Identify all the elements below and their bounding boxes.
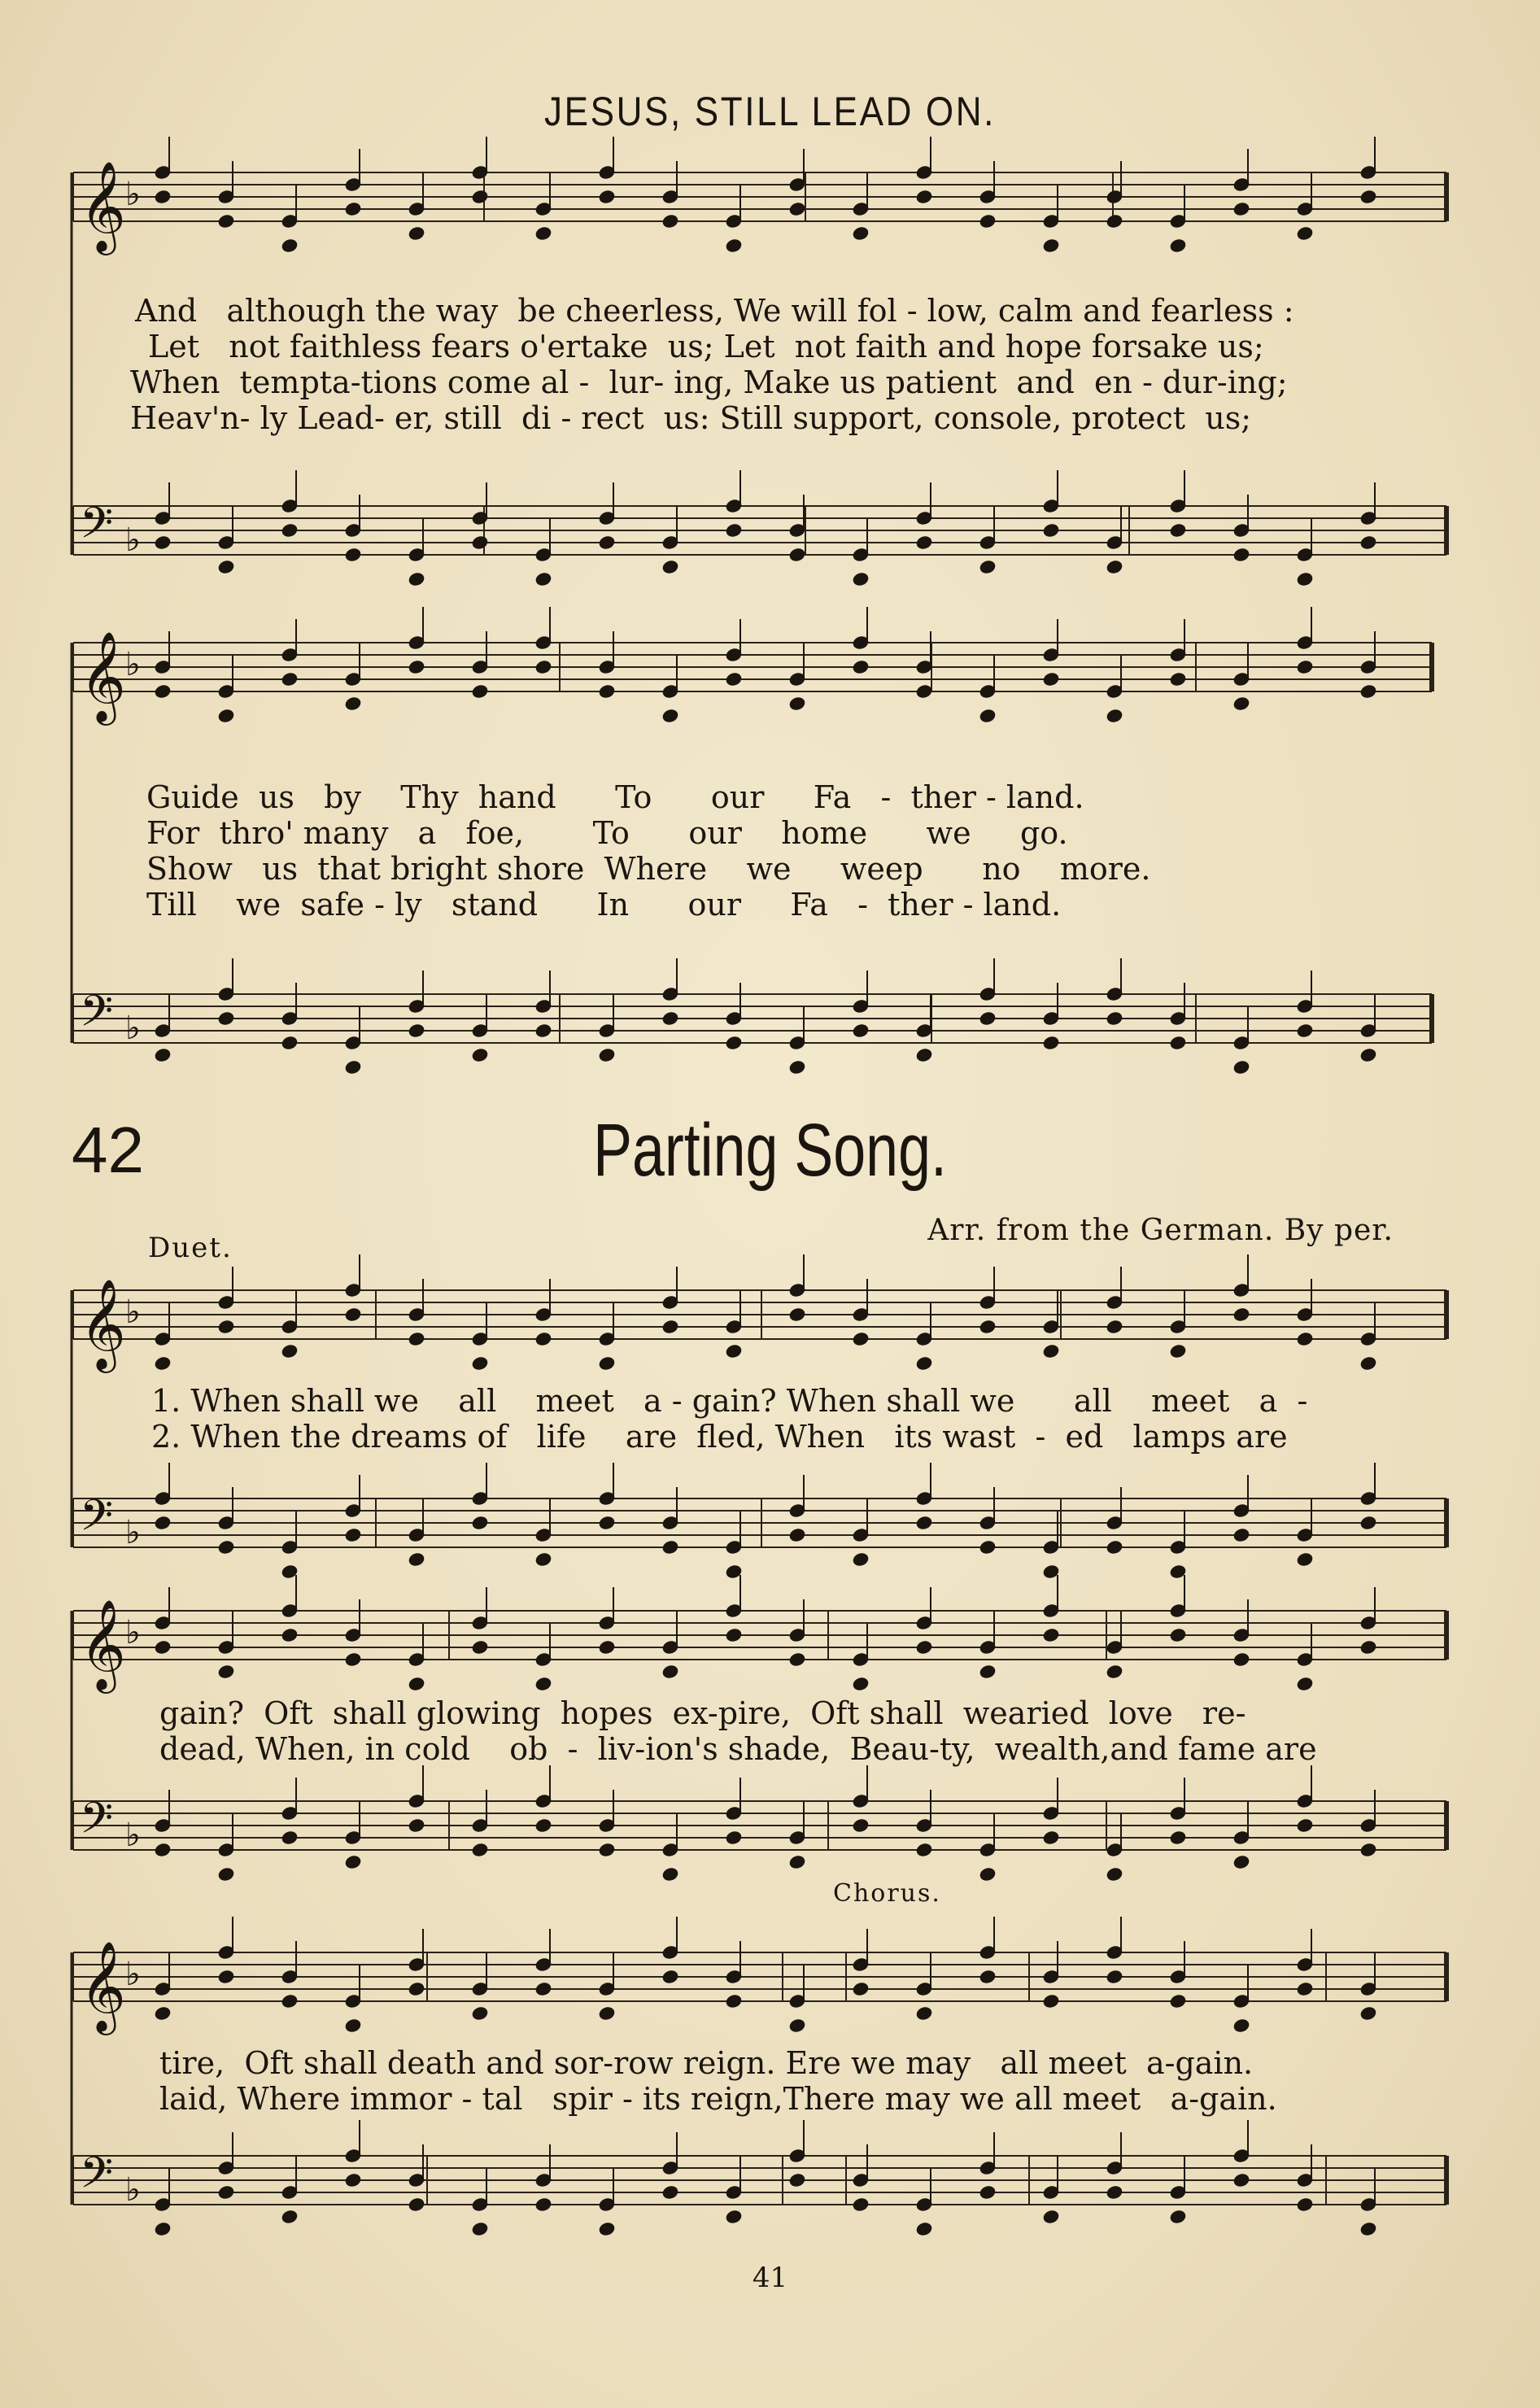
notehead <box>154 683 172 699</box>
notehead <box>979 213 997 229</box>
notehead <box>154 2221 172 2236</box>
notehead <box>725 1993 743 2009</box>
notehead <box>915 2005 933 2021</box>
notehead <box>598 534 616 550</box>
notehead <box>788 2172 806 2188</box>
notehead <box>915 1842 933 1857</box>
notehead <box>534 2196 552 2212</box>
notehead <box>661 1664 679 1679</box>
notehead <box>1359 683 1377 699</box>
notehead <box>344 1854 362 1869</box>
notehead <box>788 201 806 216</box>
notehead <box>1232 1307 1250 1322</box>
notehead <box>1232 2172 1250 2188</box>
notehead <box>979 1866 997 1882</box>
verse-1-line-2: Guide us by Thy hand To our Fa - ther - land. <box>146 779 1084 815</box>
notehead <box>471 1842 489 1857</box>
notehead <box>1359 2005 1377 2021</box>
bass-clef-icon: 𝄢 <box>80 499 114 559</box>
notehead <box>1169 1993 1187 2009</box>
notehead <box>471 1047 489 1062</box>
notehead <box>217 1539 235 1555</box>
notehead <box>661 1319 679 1334</box>
notehead <box>408 659 425 674</box>
notehead <box>915 1639 933 1655</box>
notehead <box>598 189 616 204</box>
notehead <box>598 1842 616 1857</box>
notehead <box>408 1551 425 1567</box>
notehead <box>598 1355 616 1371</box>
notehead <box>661 1969 679 1984</box>
verse-3-line-1: When tempta-tions come al - lur- ing, Make us patient and en - dur-ing; <box>130 364 1288 400</box>
notehead <box>408 2196 425 2212</box>
notehead <box>1106 1539 1123 1555</box>
notehead <box>1042 2209 1060 2224</box>
notehead <box>1359 534 1377 550</box>
notehead <box>217 1319 235 1334</box>
notehead <box>852 1981 870 1996</box>
notehead <box>1169 671 1187 687</box>
treble-clef-icon: 𝄞 <box>80 1278 126 1369</box>
notehead <box>1232 2018 1250 2033</box>
song-title: Parting Song. <box>593 1109 947 1192</box>
notehead <box>598 1047 616 1062</box>
notehead <box>979 1010 997 1026</box>
notehead <box>1169 2209 1187 2224</box>
notehead <box>534 1981 552 1996</box>
notehead <box>1042 522 1060 538</box>
notehead <box>852 2196 870 2212</box>
notehead <box>154 189 172 204</box>
notehead <box>852 1023 870 1038</box>
notehead <box>471 1515 489 1530</box>
notehead <box>344 1527 362 1542</box>
verse-3-line-2: Show us that bright shore Where we weep no more. <box>146 851 1151 887</box>
notehead <box>471 2005 489 2021</box>
notehead <box>725 1627 743 1642</box>
parting-line-2-verse-2: dead, When, in cold ob - liv-ion's shade, Beau-ty, wealth,and fame are <box>159 1731 1317 1767</box>
notehead <box>154 1047 172 1062</box>
notehead <box>979 1539 997 1555</box>
notehead <box>1232 1059 1250 1075</box>
notehead <box>344 696 362 711</box>
notehead <box>1359 1842 1377 1857</box>
notehead <box>281 671 299 687</box>
notehead <box>534 1551 552 1567</box>
notehead <box>281 1993 299 2009</box>
notehead <box>915 683 933 699</box>
notehead <box>1232 201 1250 216</box>
notehead <box>661 1539 679 1555</box>
notehead <box>725 1035 743 1050</box>
notehead <box>1359 1047 1377 1062</box>
notehead <box>1106 559 1123 574</box>
notehead <box>1169 522 1187 538</box>
notehead <box>915 1355 933 1371</box>
notehead <box>1296 1817 1314 1833</box>
bass-clef-icon: 𝄢 <box>80 2148 114 2209</box>
notehead <box>217 1866 235 1882</box>
notehead <box>1042 1993 1060 2009</box>
notehead <box>1106 708 1123 723</box>
notehead <box>534 571 552 587</box>
attribution: Arr. from the German. By per. <box>927 1214 1394 1247</box>
notehead <box>217 708 235 723</box>
notehead <box>281 1343 299 1359</box>
notehead <box>725 2209 743 2224</box>
notehead <box>471 2221 489 2236</box>
notehead <box>1359 1355 1377 1371</box>
notehead <box>598 2005 616 2021</box>
notehead <box>471 1639 489 1655</box>
parting-line-1-verse-1: 1. When shall we all meet a - gain? When shall we all meet a - <box>151 1383 1308 1419</box>
notehead <box>852 1331 870 1346</box>
notehead <box>281 1627 299 1642</box>
notehead <box>217 2184 235 2200</box>
notehead <box>915 1047 933 1062</box>
notehead <box>1106 213 1123 229</box>
notehead <box>1106 1866 1123 1882</box>
notehead <box>852 571 870 587</box>
notehead <box>534 1023 552 1038</box>
verse-4-line-1: Heav'n- ly Lead- er, still di - rect us: Still support, console, protect us; <box>130 400 1252 436</box>
flat-icon: ♭ <box>125 646 141 683</box>
notehead <box>915 189 933 204</box>
flat-icon: ♭ <box>125 1614 141 1651</box>
notehead <box>979 2184 997 2200</box>
notehead <box>534 1676 552 1691</box>
notehead <box>1296 1981 1314 1996</box>
notehead <box>1296 1551 1314 1567</box>
notehead <box>471 683 489 699</box>
notehead <box>1359 1639 1377 1655</box>
notehead <box>979 1319 997 1334</box>
chorus-label: Chorus. <box>833 1879 941 1908</box>
notehead <box>154 2005 172 2021</box>
notehead <box>661 559 679 574</box>
parting-line-3-verse-1: tire, Oft shall death and sor-row reign. Ere we may all meet a-gain. <box>159 2045 1254 2081</box>
notehead <box>1296 659 1314 674</box>
notehead <box>1232 547 1250 562</box>
notehead <box>1296 225 1314 241</box>
notehead <box>281 522 299 538</box>
notehead <box>344 2018 362 2033</box>
hymn-number: 42 <box>72 1114 144 1186</box>
notehead <box>979 1664 997 1679</box>
notehead <box>281 2209 299 2224</box>
notehead <box>915 1515 933 1530</box>
duet-label: Duet. <box>148 1232 233 1264</box>
notehead <box>534 1331 552 1346</box>
notehead <box>408 1981 425 1996</box>
notehead <box>1042 1627 1060 1642</box>
notehead <box>1106 1319 1123 1334</box>
notehead <box>534 225 552 241</box>
notehead <box>661 708 679 723</box>
notehead <box>1042 1830 1060 1845</box>
treble-clef-icon: 𝄞 <box>80 630 126 722</box>
notehead <box>661 213 679 229</box>
notehead <box>534 659 552 674</box>
notehead <box>915 2221 933 2236</box>
verse-4-line-2: Till we safe - ly stand In our Fa - ther - land. <box>146 887 1062 923</box>
notehead <box>1106 1969 1123 1984</box>
notehead <box>217 559 235 574</box>
bass-clef-icon: 𝄢 <box>80 1491 114 1551</box>
verse-1-line-1: And although the way be cheerless, We will fol - low, calm and fearless : <box>135 293 1294 329</box>
notehead <box>1359 2221 1377 2236</box>
notehead <box>1169 1830 1187 1845</box>
notehead <box>1232 1527 1250 1542</box>
notehead <box>1169 1627 1187 1642</box>
notehead <box>1169 1035 1187 1050</box>
notehead <box>661 1866 679 1882</box>
notehead <box>1169 1343 1187 1359</box>
notehead <box>1042 238 1060 253</box>
notehead <box>408 1676 425 1691</box>
notehead <box>788 1651 806 1667</box>
notehead <box>598 1515 616 1530</box>
notehead <box>408 1331 425 1346</box>
flat-icon: ♭ <box>125 521 141 559</box>
notehead <box>217 1664 235 1679</box>
notehead <box>1359 189 1377 204</box>
notehead <box>979 708 997 723</box>
treble-clef-icon: 𝄞 <box>80 1599 126 1690</box>
notehead <box>217 213 235 229</box>
notehead <box>725 671 743 687</box>
notehead <box>852 225 870 241</box>
notehead <box>1106 2184 1123 2200</box>
notehead <box>852 1817 870 1833</box>
flat-icon: ♭ <box>125 1514 141 1551</box>
parting-line-3-verse-2: laid, Where immor - tal spir - its reign,There may we all meet a-gain. <box>159 2081 1277 2117</box>
flat-icon: ♭ <box>125 1956 141 1993</box>
notehead <box>154 1355 172 1371</box>
parting-line-1-verse-2: 2. When the dreams of life are fled, When its wast - ed lamps are <box>151 1419 1288 1455</box>
notehead <box>154 1842 172 1857</box>
notehead <box>344 1651 362 1667</box>
notehead <box>1042 1035 1060 1050</box>
notehead <box>471 1355 489 1371</box>
notehead <box>1296 1023 1314 1038</box>
notehead <box>725 522 743 538</box>
hymn-title: JESUS, STILL LEAD ON. <box>543 89 997 134</box>
notehead <box>471 534 489 550</box>
notehead <box>154 1515 172 1530</box>
notehead <box>1106 1010 1123 1026</box>
notehead <box>344 1059 362 1075</box>
flat-icon: ♭ <box>125 2171 141 2209</box>
notehead <box>598 683 616 699</box>
flat-icon: ♭ <box>125 1010 141 1047</box>
notehead <box>1232 1854 1250 1869</box>
page-number: 41 <box>752 2262 788 2294</box>
verse-2-line-1: Let not faithless fears o'ertake us; Let not faith and hope forsake us; <box>148 329 1264 364</box>
notehead <box>979 1969 997 1984</box>
flat-icon: ♭ <box>125 1293 141 1331</box>
notehead <box>788 1059 806 1075</box>
notehead <box>852 1676 870 1691</box>
notehead <box>788 2018 806 2033</box>
treble-clef-icon: 𝄞 <box>80 160 126 251</box>
notehead <box>598 1639 616 1655</box>
notehead <box>281 1035 299 1050</box>
bass-clef-icon: 𝄢 <box>80 1794 114 1854</box>
notehead <box>788 547 806 562</box>
notehead <box>1296 2196 1314 2212</box>
notehead <box>725 238 743 253</box>
treble-clef-icon: 𝄞 <box>80 1940 126 2031</box>
notehead <box>408 225 425 241</box>
notehead <box>1232 1651 1250 1667</box>
notehead <box>1359 1515 1377 1530</box>
flat-icon: ♭ <box>125 176 141 213</box>
notehead <box>1296 1676 1314 1691</box>
notehead <box>408 571 425 587</box>
parting-line-2-verse-1: gain? Oft shall glowing hopes ex-pire, Oft shall wearied love re- <box>159 1695 1246 1731</box>
notehead <box>1042 1343 1060 1359</box>
notehead <box>344 547 362 562</box>
notehead <box>852 659 870 674</box>
notehead <box>598 2221 616 2236</box>
notehead <box>788 696 806 711</box>
notehead <box>154 1639 172 1655</box>
notehead <box>281 1830 299 1845</box>
verse-2-line-2: For thro' many a foe, To our home we go. <box>146 815 1068 851</box>
notehead <box>852 1551 870 1567</box>
notehead <box>344 201 362 216</box>
notehead <box>725 1830 743 1845</box>
notehead <box>979 559 997 574</box>
notehead <box>661 2184 679 2200</box>
notehead <box>1042 671 1060 687</box>
notehead <box>1296 1331 1314 1346</box>
notehead <box>217 1969 235 1984</box>
notehead <box>788 1527 806 1542</box>
notehead <box>471 189 489 204</box>
notehead <box>1169 238 1187 253</box>
flat-icon: ♭ <box>125 1817 141 1854</box>
notehead <box>1296 571 1314 587</box>
notehead <box>788 1307 806 1322</box>
notehead <box>788 1854 806 1869</box>
notehead <box>154 534 172 550</box>
notehead <box>217 1010 235 1026</box>
notehead <box>408 1023 425 1038</box>
notehead <box>725 1343 743 1359</box>
notehead <box>408 1817 425 1833</box>
notehead <box>1106 1664 1123 1679</box>
bass-clef-icon: 𝄢 <box>80 987 114 1047</box>
notehead <box>915 534 933 550</box>
notehead <box>344 1307 362 1322</box>
notehead <box>344 2172 362 2188</box>
notehead <box>661 1010 679 1026</box>
notehead <box>281 238 299 253</box>
notehead <box>1232 696 1250 711</box>
notehead <box>534 1817 552 1833</box>
